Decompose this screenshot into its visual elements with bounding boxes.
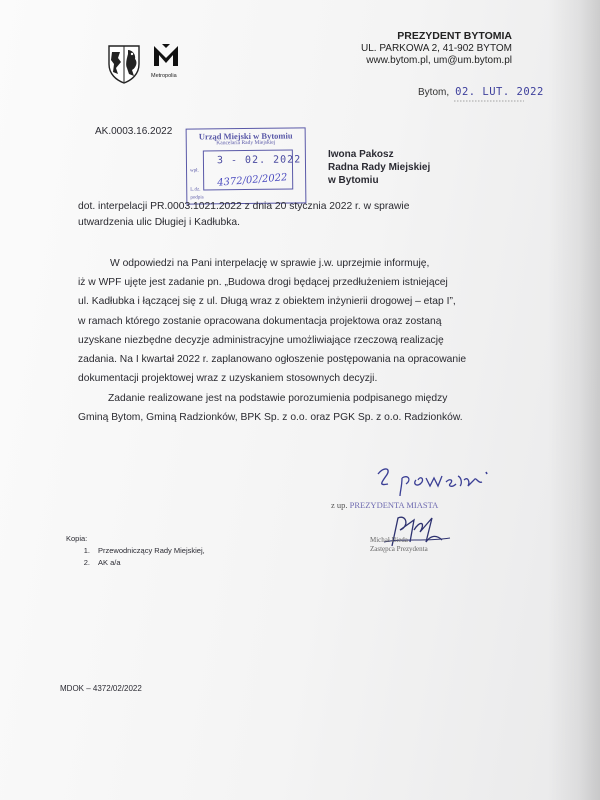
date-line — [418, 86, 544, 98]
paragraph-line-5: uzyskane niezbędne decyzje administracyjne umożliwiające rzeczową realizację — [78, 335, 444, 346]
signature-role: PREZYDENTA MIASTA — [349, 500, 439, 510]
bytom-coat-of-arms-logo — [106, 44, 142, 89]
paragraph-line-2: iż w WPF ujęte jest zadanie pn. „Budowa drogi będącej przedłużeniem istniejącej — [78, 277, 448, 288]
copies-list — [66, 533, 205, 569]
date-dotted-line — [454, 98, 524, 104]
document-id: MDOK – 4372/02/2022 — [60, 684, 142, 693]
list-item-text: AK a/a — [98, 558, 121, 567]
paragraph-line-9: Gminą Bytom, Gminą Radzionków, BPK Sp. z o.o. oraz PGK Sp. z o.o. Radzionków. — [78, 412, 463, 423]
list-item-number: 2. — [83, 558, 90, 567]
stamp-number: 4372/02/2022 — [216, 172, 288, 189]
copies-label: Kopia: — [66, 534, 88, 543]
stamp-date: 3 - 02. 2022 — [216, 154, 302, 167]
addressee-block — [328, 148, 430, 187]
subject-line-2: utwardzenia ulic Długiej i Kadłubka. — [78, 217, 240, 228]
paragraph-line-1: W odpowiedzi na Pani interpelację w sprawie j.w. uprzejmie informuję, — [110, 258, 430, 269]
paragraph-line-3: ul. Kadłubka i łączącej się z ul. Długą wraz z obiektem inżynierii drogowej – etap I”, — [78, 296, 456, 307]
addressee-city: w Bytomiu — [328, 175, 379, 186]
header-address: UL. PARKOWA 2, 41-902 BYTOM — [361, 43, 512, 54]
stamp-office: Urząd Miejski w Bytomiu — [198, 130, 293, 142]
metropolia-label: Metropolia — [151, 73, 177, 79]
stamp-ldz-label: L.dz. — [190, 187, 201, 193]
header-web: www.bytom.pl, um@um.bytom.pl — [366, 55, 512, 66]
signatory-name: Michał Bieda — [370, 536, 408, 544]
addressee-name: Iwona Pakosz — [328, 149, 394, 160]
signature-block-label — [331, 500, 438, 510]
signatory-stamp — [370, 536, 428, 554]
stamp-podpis-label: podpis — [190, 195, 204, 201]
list-item — [66, 557, 205, 569]
subject-line-1: dot. interpelacji PR.0003.1021.2022 z dnia 20 stycznia 2022 r. w sprawie — [78, 201, 410, 212]
stamped-date: 02. LUT. 2022 — [455, 86, 544, 98]
addressee-role: Radna Rady Miejskiej — [328, 162, 431, 173]
paragraph-line-6: zadania. Na I kwartał 2022 r. zaplanowano ogłoszenie postępowania na opracowanie — [78, 354, 467, 365]
paragraph-line-4: w ramach którego zostanie opracowana dokumentacja projektowa oraz zostaną — [78, 316, 442, 327]
list-item-number: 1. — [83, 546, 90, 555]
paragraph-line-8: Zadanie realizowane jest na podstawie porozumienia podpisanego między — [108, 393, 448, 404]
stamp-wpl-label: wpł. — [190, 168, 199, 174]
metropolia-logo — [148, 44, 184, 79]
registry-stamp — [186, 127, 307, 204]
signature-zup: z up. — [331, 500, 348, 510]
paragraph-line-7: dokumentacji projektowej wraz z uzyskaniem stosownych decyzji. — [78, 373, 378, 384]
reference-number: AK.0003.16.2022 — [95, 126, 173, 137]
header-title: PREZYDENT BYTOMIA — [397, 30, 512, 42]
handwritten-annotation — [370, 462, 500, 498]
signatory-title: Zastępca Prezydenta — [370, 545, 428, 553]
date-place: Bytom, — [418, 87, 450, 98]
stamp-department: Kancelaria Rady Miejskiej — [216, 139, 276, 147]
list-item-text: Przewodniczący Rady Miejskiej, — [98, 546, 205, 555]
list-item — [66, 545, 205, 557]
page-shadow — [548, 0, 600, 800]
